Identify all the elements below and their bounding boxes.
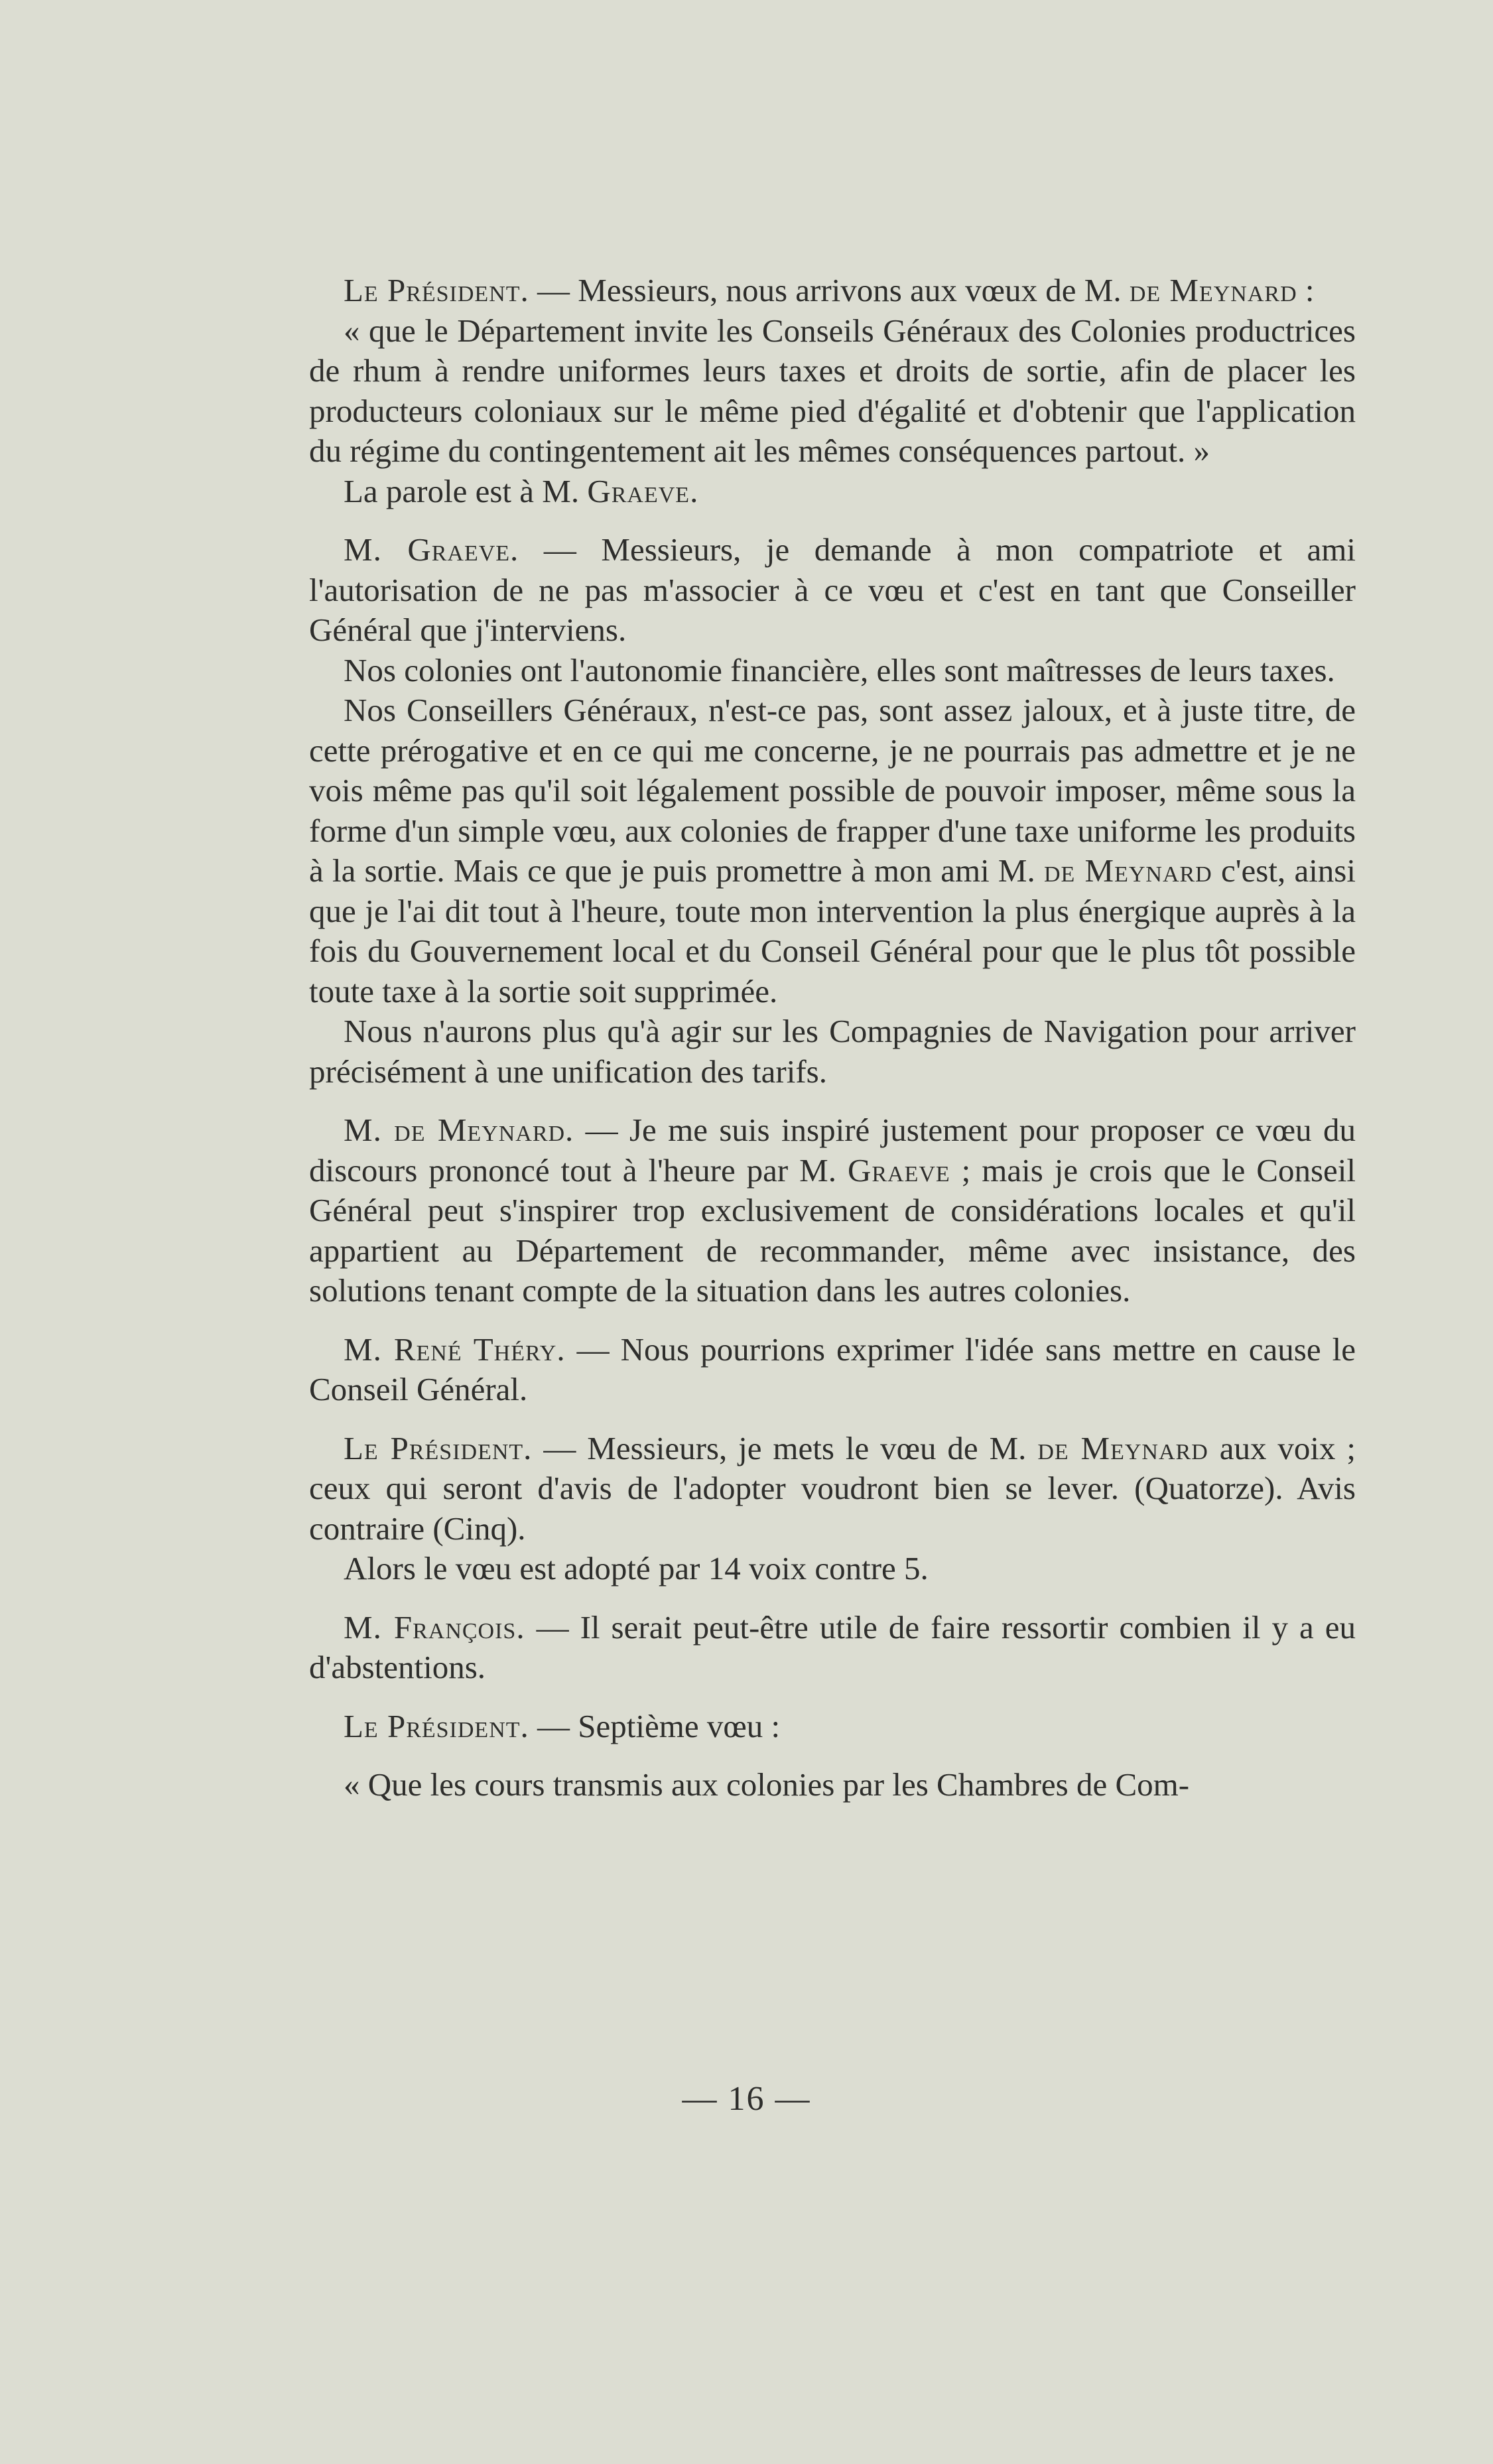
paragraph-text: — Je me suis inspiré justement pour proposer ce vœu du discours prononcé tout à l'heure par M.	[309, 1112, 1356, 1189]
paragraph-13	[309, 1707, 1356, 1747]
paragraph-tail: :	[1297, 272, 1315, 308]
paragraph-14	[309, 1765, 1356, 1805]
speaker-name: M. Graeve.	[344, 531, 519, 568]
paragraph-4	[309, 530, 1356, 651]
speaker-name: Le Président.	[344, 1429, 533, 1466]
paragraph-text: « que le Département invite les Conseils Généraux des Colonies productrices de rhum à rendre uniformes leurs taxes et droits de sortie, afin de placer les producteurs coloniaux sur le même pied d'égalité et d'obtenir que l'application du régime du contingentement ait les mêmes conséquences partout. »	[309, 312, 1356, 469]
name-ref: de Meynard	[1129, 272, 1297, 308]
name-ref: de Meynard	[1043, 852, 1212, 889]
paragraph-text: Nos colonies ont l'autonomie financière, elles sont maîtresses de leurs taxes.	[344, 651, 1335, 688]
paragraph-text: La parole est à M.	[344, 472, 588, 509]
page-body	[309, 271, 1356, 1805]
paragraph-5	[309, 651, 1356, 691]
paragraph-6	[309, 690, 1356, 1011]
page-number: — 16 —	[682, 2080, 811, 2118]
speaker-name: M. René Théry.	[344, 1330, 566, 1368]
paragraph-7	[309, 1011, 1356, 1092]
paragraph-11	[309, 1549, 1356, 1589]
paragraph-text: Alors le vœu est adopté par 14 voix contre 5.	[344, 1550, 929, 1587]
paragraph-text: « Que les cours transmis aux colonies par les Chambres de Com-	[344, 1766, 1190, 1803]
paragraph-tail: c'est, ainsi que je l'ai dit tout à l'heure, toute mon intervention la plus énergique auprès à la fois du Gouvernement local et du Conseil Général pour que le plus tôt possible toute taxe à la sortie soit supprimée.	[309, 852, 1356, 1009]
paragraph-text: — Nous pourrions exprimer l'idée sans mettre en cause le Conseil Général.	[309, 1330, 1356, 1407]
paragraph-text: Nos Conseillers Généraux, n'est-ce pas, sont assez jaloux, et à juste titre, de cette prérogative et en ce qui me concerne, je ne pourrais pas admettre et je ne vois même pas qu'il soit légalement possible de pouvoir imposer, même sous la forme d'un simple vœu, aux colonies de frapper d'une taxe uniforme les produits à la sortie. Mais ce que je puis promettre à mon ami M.	[309, 692, 1356, 889]
paragraph-text: — Messieurs, nous arrivons aux vœux de M.	[529, 272, 1130, 308]
speaker-name: M. François.	[344, 1608, 525, 1646]
name-ref: de Meynard	[1037, 1429, 1208, 1466]
paragraph-text: — Messieurs, je demande à mon compatriote et ami l'autorisation de ne pas m'associer à ce vœu et c'est en tant que Conseiller Général que j'interviens.	[309, 531, 1356, 648]
speaker-name: M. de Meynard.	[344, 1112, 574, 1148]
name-ref: Graeve	[847, 1151, 950, 1189]
paragraph-8	[309, 1110, 1356, 1311]
paragraph-1	[309, 271, 1356, 311]
paragraph-12	[309, 1608, 1356, 1688]
paragraph-3	[309, 472, 1356, 512]
paragraph-tail: aux voix ; ceux qui seront d'avis de l'adopter voudront bien se lever. (Quatorze). Avis contraire (Cinq).	[309, 1429, 1356, 1547]
paragraph-text: — Messieurs, je mets le vœu de M.	[532, 1429, 1038, 1466]
paragraph-text: — Septième vœu :	[529, 1707, 781, 1744]
paragraph-tail: .	[690, 472, 698, 509]
name-ref: Graeve	[587, 472, 690, 509]
speaker-name: Le Président.	[344, 272, 529, 308]
speaker-name: Le Président.	[344, 1707, 529, 1744]
paragraph-tail: ; mais je crois que le Conseil Général peut s'inspirer trop exclusivement de considérations locales et qu'il appartient au Département de recommander, même avec insistance, des solutions tenant compte de la situation dans les autres colonies.	[309, 1151, 1356, 1309]
paragraph-9	[309, 1330, 1356, 1410]
paragraph-text: — Il serait peut-être utile de faire ressortir combien il y a eu d'abstentions.	[309, 1608, 1356, 1685]
paragraph-text: Nous n'aurons plus qu'à agir sur les Compagnies de Navigation pour arriver précisément à une unification des tarifs.	[309, 1013, 1356, 1090]
paragraph-2	[309, 311, 1356, 472]
paragraph-10	[309, 1429, 1356, 1549]
